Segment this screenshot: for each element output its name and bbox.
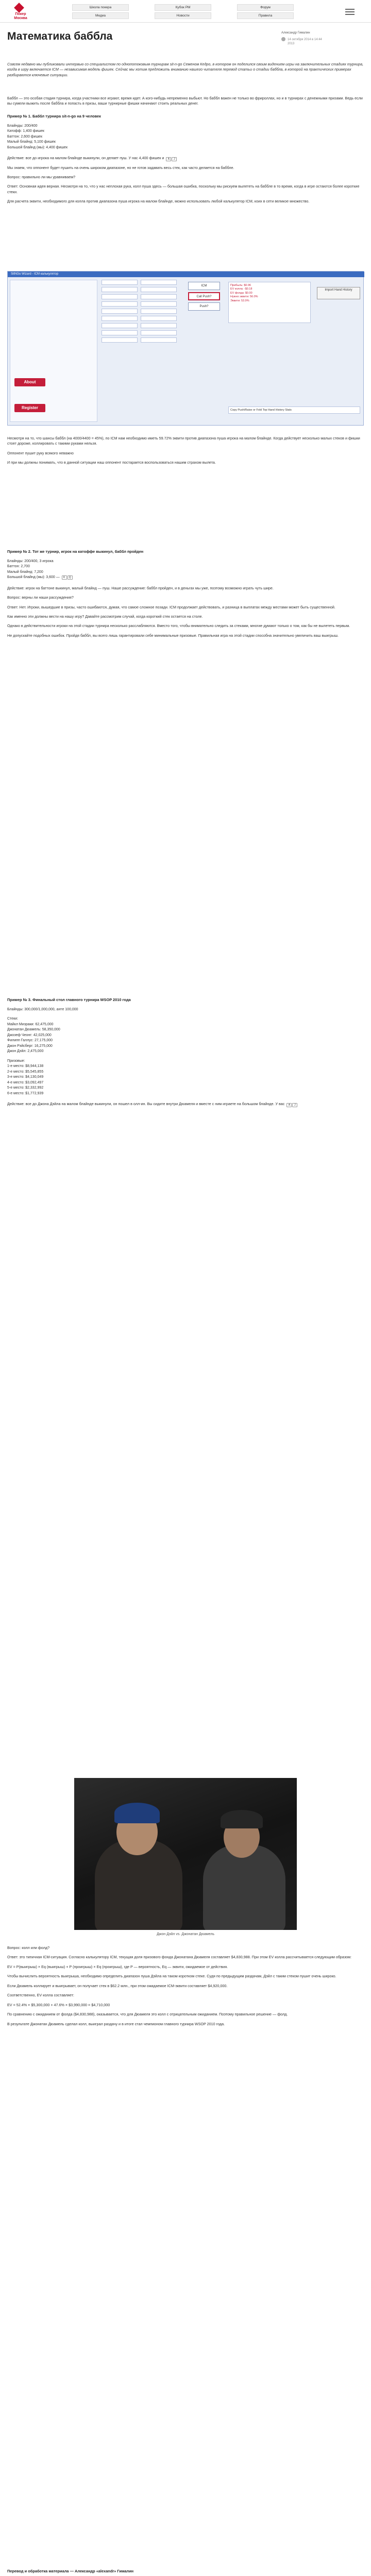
stack-line: Джон Рэйсберг: 16,275,000 [7, 1044, 53, 1048]
photo-caption: Джон Дэйл vs. Джонатан Дюамель [156, 1933, 215, 1936]
body-section-3 [7, 1945, 364, 2031]
nav-item-media[interactable]: Медиа [72, 12, 129, 19]
nav-item-forum[interactable]: Форум [237, 4, 294, 11]
paragraph: В результате Джонатан Дюамель сделал колл, выиграл раздачу и в итоге стал чемпионом главного турнира WSOP 2010 года. [7, 2021, 225, 2026]
question: Вопрос: колл или фолд? [7, 1945, 50, 1950]
output-line: Нужно эквити: 56.0% [230, 295, 258, 299]
prize-line: 6-е место: $1,772,939 [7, 1091, 44, 1095]
paragraph: По сравнению с ожиданием от фолда ($4,830,988), оказывается, что для Дюамеля это колл с отрицательным ожиданием. Поэтому правильное решение — фолд. [7, 2012, 288, 2017]
answer: Ответ: Нет. Игроки, вышедшие в призы, часто ошибаются, думая, что самое сложное позади. ICM продолжает действовать, и разница в выплатах между местами может быть существенной. [7, 604, 335, 609]
paragraph: Не допускайте подобных ошибок. Пройдя баббл, вы всего лишь гарантировали себе минимальные призовые. Правильная игра на этой стадии способна значительно увеличить ваш выигрыш. [7, 633, 339, 638]
question: Вопрос: верны ли наши рассуждения? [7, 595, 74, 600]
stacks-label: Стеки: [7, 1017, 18, 1021]
paragraph: Баббл — это особая стадия турнира, когда участники все играют, время идет. А кого-нибудь непременно выбьют. Но баббл важен не только во фрироллах, но и в турнирах с денежными призами. Ведь если вы сумели выжить после баббла и попасть в призы, ваши турнирные фишки начинают стоить реальных денег. [7, 96, 363, 106]
nav-item-news[interactable]: Новости [155, 12, 211, 19]
prizes-label: Призовые: [7, 1059, 25, 1063]
paragraph [7, 156, 364, 161]
translation-credit: Перевод и обработка материала — Александр «alexandr» Гималин [7, 2569, 134, 2573]
intro-section [7, 62, 364, 82]
stack-line: Баттон: 2,700 [7, 565, 30, 569]
blinds-line: Блайнды: 300,000/1,000,000, анте 100,000 [7, 1007, 78, 1011]
credits [7, 2569, 364, 2576]
body-section-2 [7, 436, 364, 470]
register-button[interactable]: Register [14, 404, 45, 412]
hole-cards-icon: A J [166, 156, 178, 160]
prize-line: 5-е место: $2,332,992 [7, 1086, 44, 1090]
stack-line: Филипп Галлус: 27,175,000 [7, 1039, 53, 1043]
paragraph [7, 1101, 364, 1107]
paragraph: Если Дюамель коллирует и выигрывает, он получает стек в $62.2 млн., при этом ожидаемое ICM-эквити составляет $4,920,000. [7, 1983, 228, 1988]
example-3-title: Пример № 3. Финальный стол главного турнира WSOP 2010 года [7, 997, 131, 1002]
main-nav [72, 4, 340, 20]
view-count: 2013 [288, 42, 295, 46]
icm-input-grid [102, 280, 184, 398]
prize-line: 2-е место: $5,545,855 [7, 1070, 44, 1074]
site-logo[interactable] [5, 4, 36, 21]
stack-text: Большой блайнд (мы): 3,600 — [7, 575, 60, 580]
paragraph: Как именно эти должны вести на нашу игру? Давайте рассмотрим случай, когда короткий стек остается на столе. [7, 614, 203, 619]
players-photo [74, 1778, 297, 1930]
stack-line: Блайнды: 200/400 [7, 124, 38, 128]
paragraph: Действие: игрок на баттоне выкинул, малый блайнд — пуш. Наше рассуждение: баббл пройден, и в деньгах мы уже, поэтому возможно играть чуть шире. [7, 585, 274, 590]
logo-text-line2: Москва [14, 16, 27, 20]
stack-line: Баттон: 2,600 фишек [7, 134, 43, 139]
top-bar [0, 0, 371, 23]
about-button[interactable]: About [14, 378, 45, 386]
output-line: EV фолда: $0.00 [230, 291, 252, 295]
ev-formula: EV = 52.4% × $5,300,000 + 47.6% × $3,990,000 = $4,710,000 [7, 2002, 110, 2007]
call-push-button[interactable]: Call Push? [188, 292, 220, 300]
nav-item-rules[interactable]: Правила [237, 12, 294, 19]
answer: Ответ: Основная идея верная. Несмотря на то, что у нас неплохая рука, колл пуша здесь — большая ошибка, поскольку мы рискуем вылететь на баббле в то время, когда в игре остаются более короткие стеки. [7, 184, 360, 194]
stack-line: Джон Дэйл: 2,475,000 [7, 1049, 44, 1054]
prize-line: 1-е место: $8,944,138 [7, 1064, 44, 1069]
prize-line: 3-е место: $4,130,049 [7, 1075, 44, 1079]
logo-text-line1: Покер [15, 12, 26, 16]
example-3-section [7, 997, 364, 1111]
output-line: Прибыль: $0.96 [230, 284, 251, 287]
stack-line: Майкл Мизраки: 62,475,000 [7, 1022, 54, 1026]
body-section-1 [7, 96, 364, 209]
stack-line: Катофф: 1,400 фишек [7, 129, 44, 133]
paragraph: Однако в действительности игроки на этой стадии турнира несколько расслабляются. Вместо того, чтобы внимательно следить за стеками, многие думают только о том, как бы не вылететь первым. [7, 623, 350, 629]
action-text: Действие: все до Джона Дэйла на малом блайнде выкинули, он пошел в олл-ин. Вы сидите внутри Дюамеля и вместе с ним играете на большом блайнде. У вас [7, 1101, 285, 1107]
author-box [281, 31, 359, 57]
formula: EV = P(выигрыш) × Eq (выигрыш) + P (проигрыш) × Eq (проигрыш), где P — вероятность, Eq — эквити, ожидаемое от действия. [7, 1964, 228, 1969]
example-2-section [7, 549, 364, 642]
output-line: EV колла: -$0.18 [230, 287, 252, 291]
stack-line: Джозеф Чеонг: 42,025,000 [7, 1033, 52, 1037]
icm-button[interactable]: ICM [188, 282, 220, 290]
article-date: 14 октября 2014 в 14:44 [288, 38, 322, 41]
output-line: Эквити: 53.9% [230, 299, 249, 302]
stack-line: Блайнды: 200/400, 3 игрока [7, 559, 54, 563]
paragraph: Мы знаем, что оппонент будет пушить на очень широком диапазоне, но не готов задавать весь стек, как часто делается на баббле. [7, 165, 234, 170]
stack-line: Джонатан Дюамель: 58,350,000 [7, 1028, 60, 1032]
stack-line: Большой блайнд (мы): 4,400 фишек [7, 145, 68, 149]
article-title: Математика баббла [7, 30, 113, 42]
paragraph: Оппонент пушит руку всякого неважно [7, 450, 74, 455]
import-hand-history-button[interactable]: Import Hand History [317, 287, 360, 299]
intro-paragraph: Совсем недавно мы публиковали интервью со специалистом по однопотоковым турнирам sit-n-go Семеном Кедро, в котором он поделился своим видением игры на заключительных стадиях турнира, когда в игру включается ICM — независимая модель фишек. Сейчас мы хотим предложить вниманию нашего читателя перевод статьи о стадии баббла, в которой на практических примерах разбираются ключевые ситуации. [7, 62, 364, 77]
author-name[interactable]: Александр Гималин [281, 31, 310, 35]
example-2-title: Пример № 2. Тот же турнир, игрок на катоффе выкинул, баббл пройден [7, 549, 144, 554]
example-1-title: Пример № 1. Баббл турнира sit-n-go на 9 человек [7, 113, 101, 118]
clock-icon [281, 37, 285, 41]
paragraph: Несмотря на то, что шансы баббл (на 4000/4400 = 45%), по ICM нам необходимо иметь 59.72% эквити против диапазона пуша игрока на малом блайнде. Когда действует несколько малых стеков и фишки стоят дороже, коллировать с такими руками нельзя. [7, 436, 360, 446]
push-button[interactable]: Push? [188, 302, 220, 311]
hole-cards-icon: K Q [62, 575, 74, 579]
action-text: Действие: все до игрока на малом блайнде выкинули, он делает пуш. У нас 4,400 фишек и [7, 156, 164, 161]
icm-calculator-screenshot [7, 271, 364, 426]
icm-left-panel [10, 280, 97, 422]
question: Вопрос: правильно ли мы уравниваем? [7, 174, 76, 179]
paragraph: Чтобы вычислить вероятность выигрыша, необходимо определить диапазон пуша Дэйла на таком коротком стеке. Судя по предыдущим раздачам, Дэйл с таким стеком пушит очень широко. [7, 1974, 336, 1979]
icm-action-buttons [188, 282, 224, 344]
icm-window-title: SitNGo Wizard - ICM калькулятор [8, 272, 364, 277]
answer: Ответ: это типичная ICM-ситуация. Согласно калькулятору ICM, текущая доля призового фонда Джонатана Дюамеля составляет $4,830,988. При этом EV колла рассчитывается следующим образом: [7, 1955, 351, 1960]
stack-line: Малый блайнд: 7,200 [7, 570, 43, 574]
nav-item-cup[interactable]: Кубок РМ [155, 4, 211, 11]
stack-line: Малый блайнд: 5,100 фишек [7, 140, 56, 144]
paragraph: Соответственно, EV колла составляет: [7, 1993, 74, 1998]
nav-item-school[interactable]: Школа покера [72, 4, 129, 11]
paragraph: И при мы должны понимать, что в данной ситуации наш оппонент постарается воспользоваться нашим страхом вылета. [7, 460, 216, 465]
hamburger-menu-icon[interactable] [343, 7, 357, 16]
logo-diamond-icon [14, 3, 24, 13]
paragraph: Для расчета эквити, необходимого для колла против диапазона пуша игрока на малом блайнде, можно использовать любой калькулятор ICM, коих в сети великое множество. [7, 199, 310, 204]
prize-line: 4-е место: $3,092,497 [7, 1080, 44, 1084]
icm-bottom-bar: Copy Push/Raise or Fold Top Hand History Stats [228, 406, 360, 414]
stack-line [7, 575, 364, 581]
hole-cards-icon: A J [286, 1102, 299, 1106]
icm-output [228, 282, 311, 323]
